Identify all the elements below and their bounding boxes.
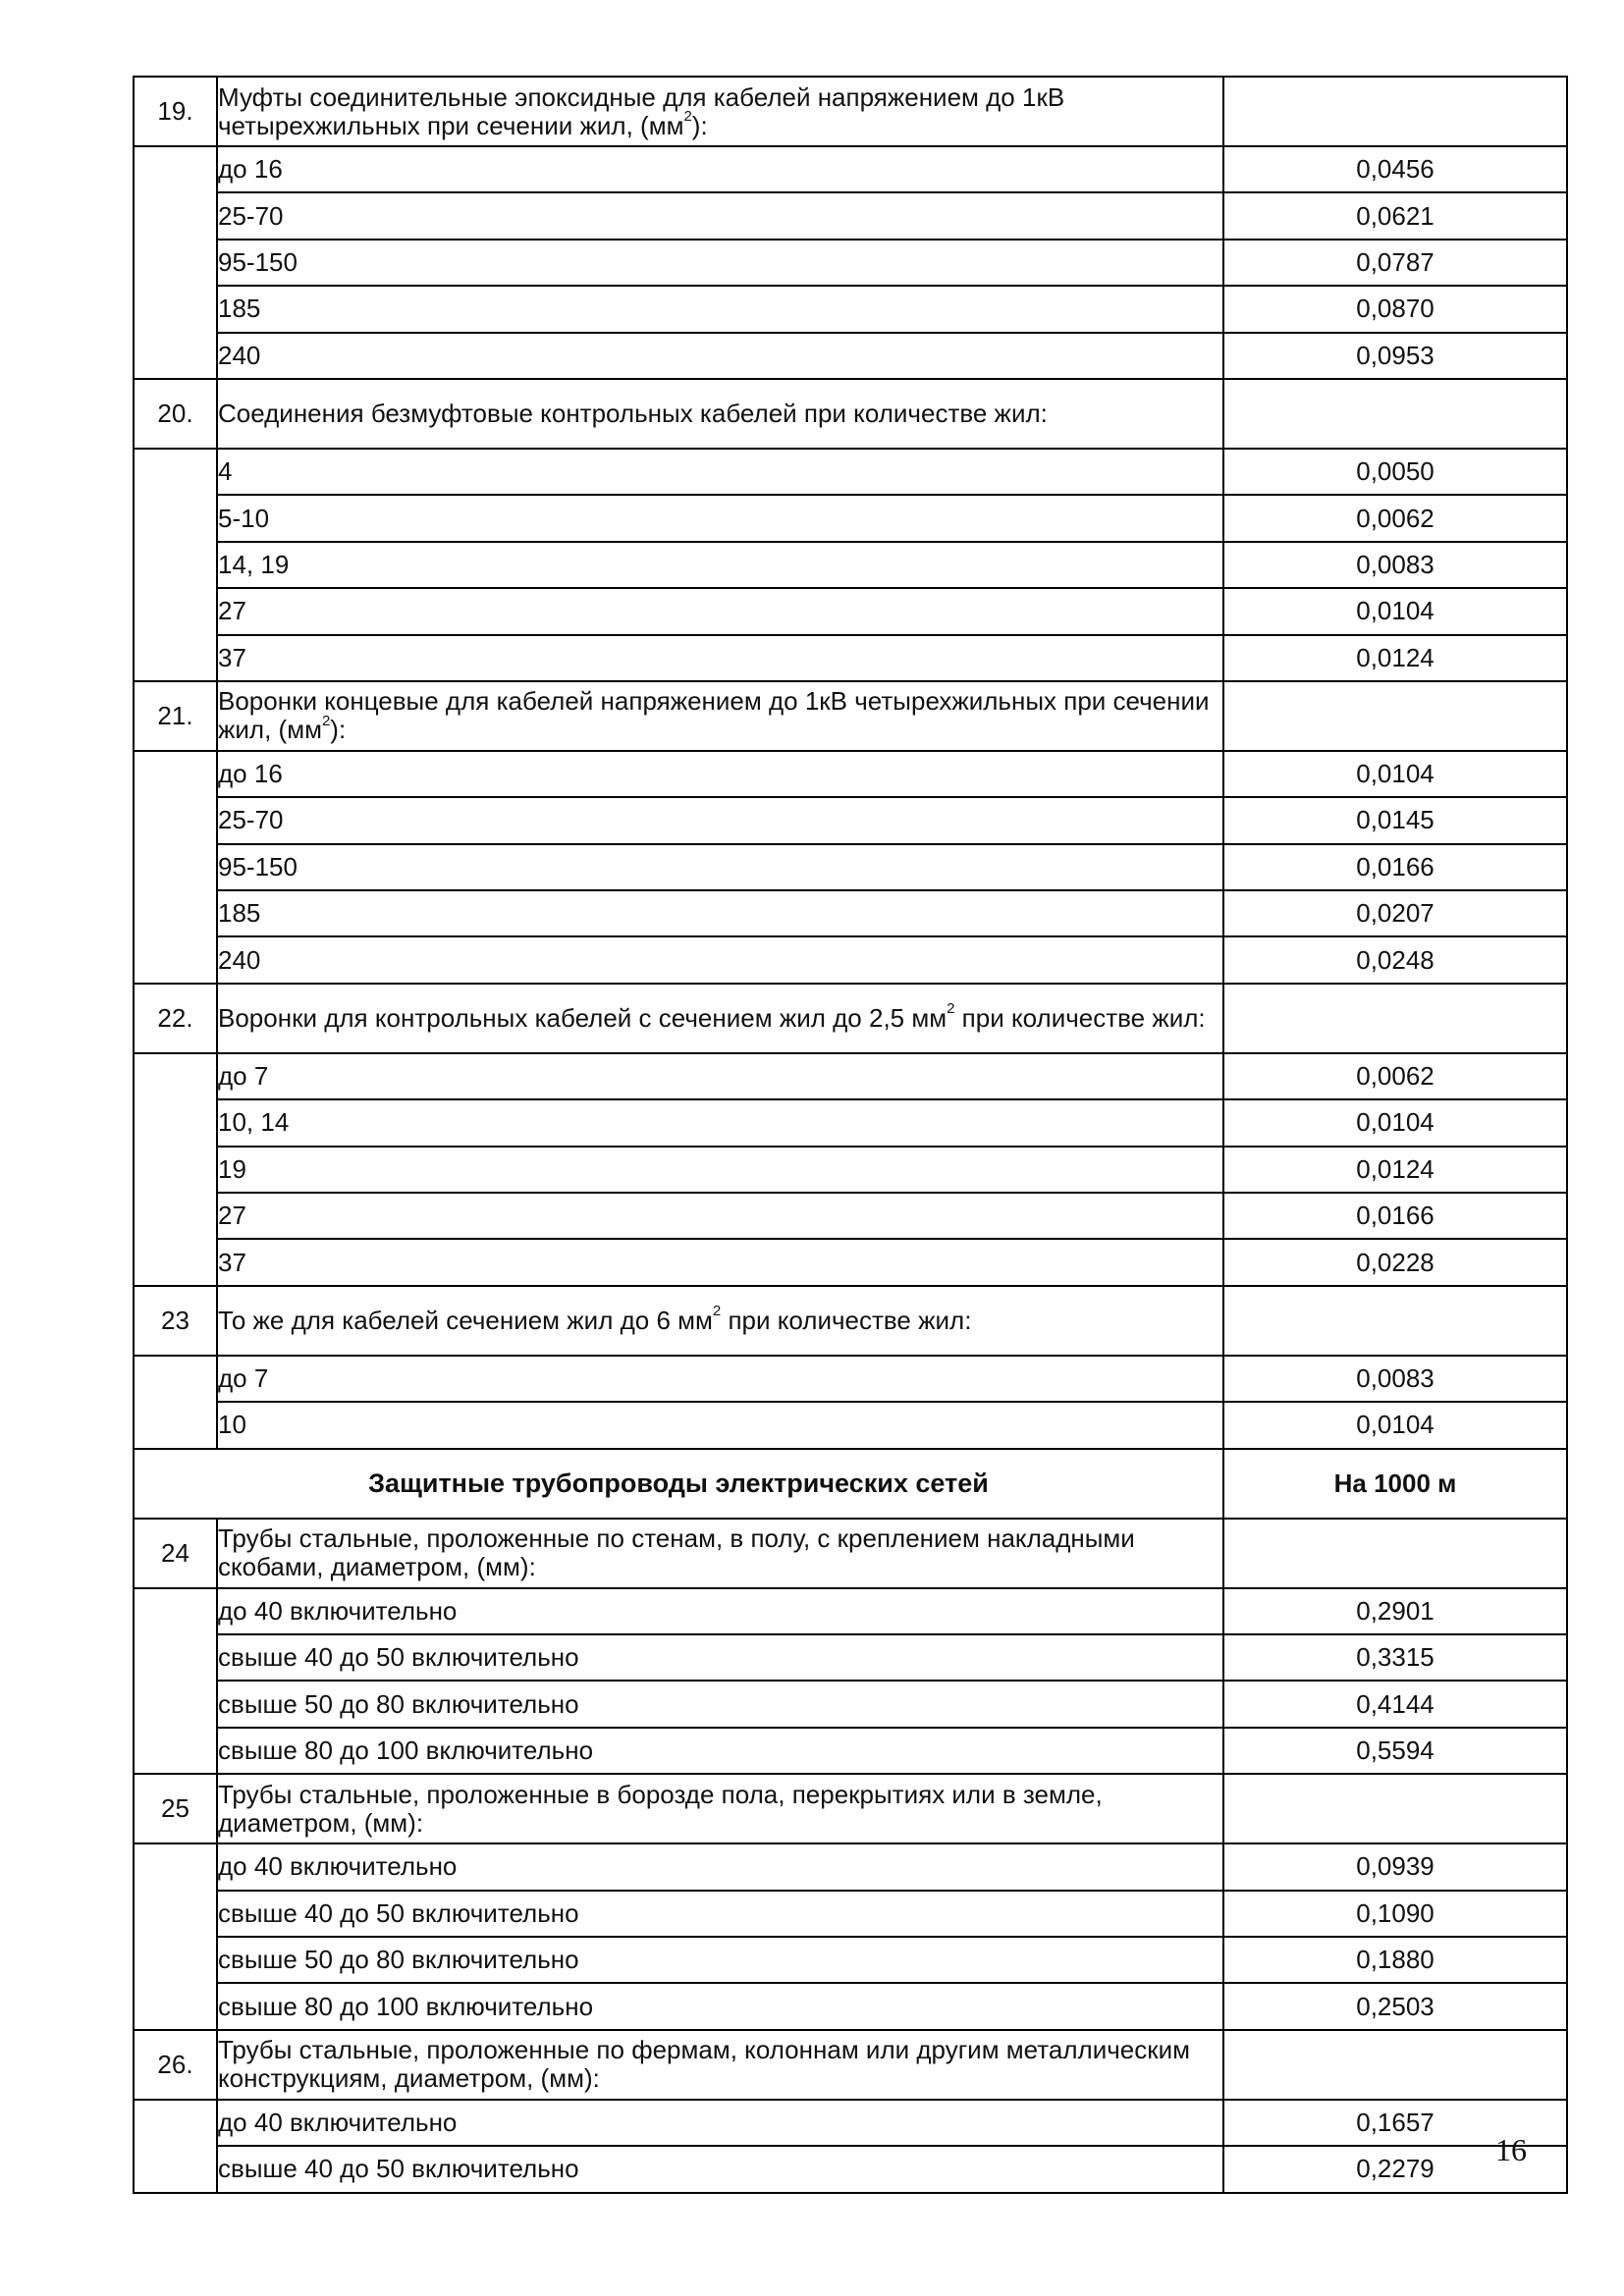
row-value: 0,4144 <box>1223 1681 1567 1727</box>
row-value: 0,0104 <box>1223 1402 1567 1448</box>
row-value: 0,0083 <box>1223 1356 1567 1402</box>
item-header-row <box>134 681 1567 751</box>
row-value: 0,1880 <box>1223 1937 1567 1983</box>
table-row <box>134 635 1567 681</box>
item-number: 19. <box>134 77 217 146</box>
row-label: 37 <box>217 635 1223 681</box>
table-row <box>134 1193 1567 1239</box>
page-number: 16 <box>1495 2132 1527 2167</box>
row-value: 0,0939 <box>1223 1843 1567 1890</box>
item-header-row <box>134 2030 1567 2100</box>
row-label: 27 <box>217 1193 1223 1239</box>
section-unit: На 1000 м <box>1223 1449 1567 1519</box>
table-row <box>134 1588 1567 1634</box>
row-value: 0,3315 <box>1223 1634 1567 1681</box>
row-label: свыше 40 до 50 включительно <box>217 2146 1223 2192</box>
row-value: 0,0062 <box>1223 1053 1567 1099</box>
row-label: 14, 19 <box>217 542 1223 588</box>
item-header-row <box>134 1774 1567 1843</box>
row-label: 240 <box>217 333 1223 379</box>
row-value: 0,0166 <box>1223 1193 1567 1239</box>
row-label: до 40 включительно <box>217 1588 1223 1634</box>
row-value: 0,2279 <box>1223 2146 1567 2192</box>
item-title <box>217 1286 1223 1356</box>
row-value: 0,0870 <box>1223 286 1567 332</box>
item-title-suffix: ): <box>691 110 708 140</box>
item-number: 26. <box>134 2030 217 2100</box>
item-value-empty <box>1223 379 1567 449</box>
table-row <box>134 844 1567 890</box>
row-value: 0,0145 <box>1223 797 1567 843</box>
row-label: свыше 80 до 100 включительно <box>217 1983 1223 2029</box>
row-label: 185 <box>217 286 1223 332</box>
row-label: свыше 50 до 80 включительно <box>217 1681 1223 1727</box>
item-number: 22. <box>134 984 217 1053</box>
table-row <box>134 192 1567 239</box>
row-value: 0,1090 <box>1223 1891 1567 1937</box>
row-value: 0,5594 <box>1223 1728 1567 1774</box>
item-header-row <box>134 984 1567 1053</box>
item-number-spacer <box>134 1588 217 1775</box>
row-label: 5-10 <box>217 495 1223 541</box>
superscript: 2 <box>321 712 331 729</box>
row-label: 25-70 <box>217 192 1223 239</box>
item-title <box>217 681 1223 751</box>
table-row <box>134 1681 1567 1727</box>
item-title <box>217 1519 1223 1588</box>
table-row <box>134 146 1567 192</box>
item-header-row <box>134 379 1567 449</box>
item-number-spacer <box>134 146 217 379</box>
item-title-suffix: ): <box>330 715 347 745</box>
row-label: до 16 <box>217 146 1223 192</box>
item-value-empty <box>1223 1286 1567 1356</box>
table-row <box>134 333 1567 379</box>
table-row <box>134 1239 1567 1285</box>
item-number-spacer <box>134 1843 217 2030</box>
row-value: 0,0050 <box>1223 449 1567 495</box>
table-row <box>134 449 1567 495</box>
row-value: 0,0248 <box>1223 936 1567 983</box>
item-title-text: То же для кабелей сечением жил до 6 мм <box>218 1305 713 1335</box>
row-value: 0,0787 <box>1223 240 1567 286</box>
item-header-row <box>134 1286 1567 1356</box>
item-title-text: Трубы стальные, проложенные по фермам, колоннам или другим металлическим конструкциям, диаметром, (мм): <box>218 2035 1190 2094</box>
item-number: 24 <box>134 1519 217 1588</box>
item-header-row <box>134 77 1567 146</box>
item-title <box>217 2030 1223 2100</box>
item-number: 25 <box>134 1774 217 1843</box>
item-title <box>217 379 1223 449</box>
row-value: 0,0953 <box>1223 333 1567 379</box>
row-value: 0,0621 <box>1223 192 1567 239</box>
item-title-suffix: при количестве жил: <box>954 1002 1206 1033</box>
row-value: 0,0083 <box>1223 542 1567 588</box>
row-value: 0,0104 <box>1223 1099 1567 1146</box>
table-row <box>134 2100 1567 2146</box>
row-label: до 16 <box>217 751 1223 797</box>
table-row <box>134 588 1567 634</box>
table-row <box>134 1843 1567 1890</box>
item-value-empty <box>1223 77 1567 146</box>
row-value: 0,0207 <box>1223 890 1567 936</box>
table-row <box>134 1402 1567 1448</box>
row-value: 0,0166 <box>1223 844 1567 890</box>
row-label: до 7 <box>217 1053 1223 1099</box>
row-value: 0,2503 <box>1223 1983 1567 2029</box>
row-label: 185 <box>217 890 1223 936</box>
item-number: 20. <box>134 379 217 449</box>
item-number-spacer <box>134 1356 217 1449</box>
norms-table <box>133 76 1568 2194</box>
item-title-suffix: при количестве жил: <box>721 1305 972 1335</box>
row-label: свыше 80 до 100 включительно <box>217 1728 1223 1774</box>
item-title <box>217 77 1223 146</box>
superscript: 2 <box>712 1303 722 1320</box>
table-row <box>134 1891 1567 1937</box>
item-value-empty <box>1223 1519 1567 1588</box>
row-value: 0,0124 <box>1223 635 1567 681</box>
item-value-empty <box>1223 984 1567 1053</box>
table-row <box>134 495 1567 541</box>
item-title-text: Трубы стальные, проложенные в борозде пола, перекрытиях или в земле, диаметром, (мм): <box>218 1779 1103 1838</box>
item-number-spacer <box>134 751 217 984</box>
table-row <box>134 542 1567 588</box>
item-header-row <box>134 1519 1567 1588</box>
row-label: 25-70 <box>217 797 1223 843</box>
table-row <box>134 1356 1567 1402</box>
superscript: 2 <box>947 1000 955 1018</box>
row-label: 95-150 <box>217 844 1223 890</box>
table-row <box>134 1937 1567 1983</box>
section-header-row <box>134 1449 1567 1519</box>
row-value: 0,0062 <box>1223 495 1567 541</box>
table-row <box>134 2146 1567 2192</box>
item-number-spacer <box>134 449 217 681</box>
row-label: 10, 14 <box>217 1099 1223 1146</box>
row-label: 19 <box>217 1147 1223 1193</box>
item-title-text: Соединения безмуфтовые контрольных кабелей при количестве жил: <box>218 398 1048 428</box>
item-number-spacer <box>134 1053 217 1286</box>
table-row <box>134 240 1567 286</box>
row-label: до 40 включительно <box>217 1843 1223 1890</box>
table-row <box>134 1634 1567 1681</box>
item-title <box>217 984 1223 1053</box>
row-value: 0,0456 <box>1223 146 1567 192</box>
row-label: 95-150 <box>217 240 1223 286</box>
item-title <box>217 1774 1223 1843</box>
row-label: 4 <box>217 449 1223 495</box>
row-value: 0,1657 <box>1223 2100 1567 2146</box>
table-row <box>134 1099 1567 1146</box>
item-title-text: Воронки концевые для кабелей напряжением до 1кВ четырехжильных при сечении жил, (мм <box>218 686 1210 745</box>
row-label: до 7 <box>217 1356 1223 1402</box>
superscript: 2 <box>683 107 692 125</box>
row-label: до 40 включительно <box>217 2100 1223 2146</box>
row-label: 10 <box>217 1402 1223 1448</box>
row-value: 0,0124 <box>1223 1147 1567 1193</box>
item-number: 23 <box>134 1286 217 1356</box>
row-value: 0,2901 <box>1223 1588 1567 1634</box>
item-number: 21. <box>134 681 217 751</box>
item-title-text: Муфты соединительные эпоксидные для кабелей напряжением до 1кВ четырехжильных при сечении жил, (мм <box>218 81 1065 140</box>
row-value: 0,0228 <box>1223 1239 1567 1285</box>
row-value: 0,0104 <box>1223 751 1567 797</box>
row-label: свыше 50 до 80 включительно <box>217 1937 1223 1983</box>
table-row <box>134 1147 1567 1193</box>
row-value: 0,0104 <box>1223 588 1567 634</box>
item-value-empty <box>1223 681 1567 751</box>
table-row <box>134 1728 1567 1774</box>
table-row <box>134 936 1567 983</box>
row-label: свыше 40 до 50 включительно <box>217 1634 1223 1681</box>
row-label: свыше 40 до 50 включительно <box>217 1891 1223 1937</box>
section-title: Защитные трубопроводы электрических сетей <box>134 1449 1223 1519</box>
item-number-spacer <box>134 2100 217 2193</box>
item-value-empty <box>1223 1774 1567 1843</box>
table-row <box>134 890 1567 936</box>
item-title-text: Трубы стальные, проложенные по стенам, в полу, с креплением накладными скобами, диаметром, (мм): <box>218 1523 1135 1582</box>
table-row <box>134 751 1567 797</box>
item-value-empty <box>1223 2030 1567 2100</box>
table-row <box>134 286 1567 332</box>
row-label: 27 <box>217 588 1223 634</box>
table-row <box>134 797 1567 843</box>
item-title-text: Воронки для контрольных кабелей с сечением жил до 2,5 мм <box>218 1002 947 1033</box>
table-row <box>134 1053 1567 1099</box>
table-row <box>134 1983 1567 2029</box>
row-label: 240 <box>217 936 1223 983</box>
row-label: 37 <box>217 1239 1223 1285</box>
